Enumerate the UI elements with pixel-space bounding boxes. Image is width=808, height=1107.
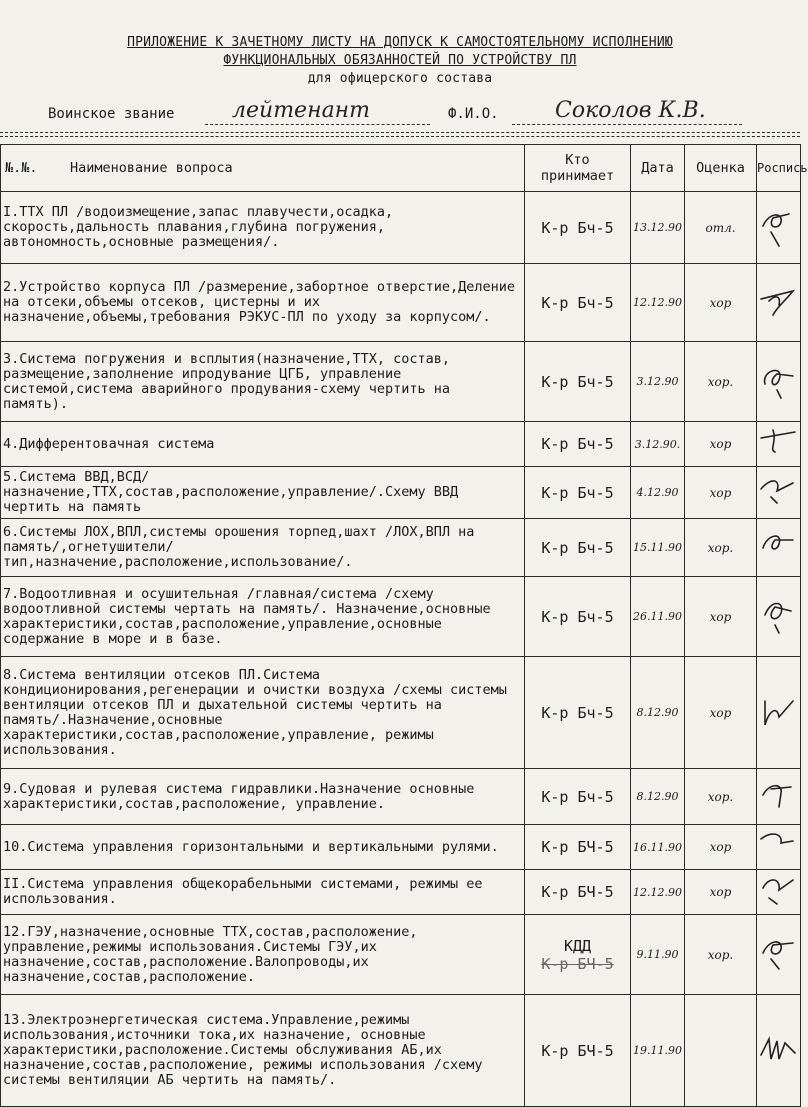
title-line-3: для офицерского состава: [307, 71, 493, 86]
date-cell: 13.12.90: [631, 192, 685, 264]
question-cell: [1, 264, 525, 342]
signature-cell: [757, 422, 801, 467]
question-number: 9.: [3, 780, 20, 797]
header-sign: Роспись: [757, 145, 801, 192]
signature-cell: [757, 342, 801, 422]
table-row: [1, 342, 801, 422]
examiner: К-р БЧ-5: [541, 883, 614, 901]
question-cell: [1, 870, 525, 915]
signature-cell: [757, 264, 801, 342]
table-row: [1, 519, 801, 577]
table-row: [1, 825, 801, 870]
table-body: [1, 192, 801, 1107]
header-grade: Оценка: [685, 145, 757, 192]
document-title: [0, 34, 800, 88]
examiner-cell: [525, 577, 631, 657]
signature-cell: [757, 995, 801, 1107]
table-row: [1, 769, 801, 825]
rank-label: Воинское звание: [48, 106, 175, 122]
question-number: 12.: [3, 923, 28, 940]
header-who: Кто принимает: [525, 145, 631, 192]
examiner-secondary: К-р БЧ-5: [541, 954, 614, 973]
signature-mark: [759, 933, 799, 973]
examiner-cell: [525, 467, 631, 519]
question-cell: [1, 769, 525, 825]
date-cell: 3.12.90.: [631, 422, 685, 467]
examiner: К-р Бч-5: [541, 435, 614, 453]
question-number: 13.: [3, 1012, 28, 1028]
question-cell: [1, 422, 525, 467]
question-text: Система управления общекорабельными системами, режимы ее использования.: [3, 876, 483, 907]
question-cell: [1, 519, 525, 577]
question-text: Дифферентовачная система: [19, 435, 215, 452]
examiner: К-р Бч-5: [541, 787, 614, 806]
questions-table: [0, 144, 808, 1107]
question-cell: [1, 577, 525, 657]
examiner-cell: [525, 657, 631, 769]
table-row: [1, 467, 801, 519]
separator-line: [0, 132, 800, 133]
table-header-row: [1, 145, 801, 192]
grade-cell: хор.: [685, 769, 757, 825]
signature-mark: [759, 360, 799, 400]
question-cell: [1, 915, 525, 995]
fio-value: Соколов К.В.: [555, 98, 706, 123]
date-cell: 4.12.90: [631, 467, 685, 519]
examiner: КДД: [563, 936, 592, 955]
signature-cell: [757, 519, 801, 577]
header-num: №.№.: [5, 160, 38, 176]
table-row: [1, 657, 801, 769]
examiner-cell: [525, 422, 631, 467]
signature-cell: [757, 192, 801, 264]
date-cell: 19.11.90: [631, 995, 685, 1107]
date-cell: 8.12.90: [631, 769, 685, 825]
signature-mark: [759, 825, 799, 865]
examiner: К-р Бч-5: [541, 703, 614, 722]
signature-mark: [759, 471, 799, 511]
signature-mark: [759, 775, 799, 815]
question-cell: [1, 192, 525, 264]
grade-cell: хор: [685, 657, 757, 769]
grade-cell: отл.: [685, 192, 757, 264]
examiner: К-р Бч-5: [541, 607, 614, 626]
question-cell: [1, 825, 525, 870]
question-cell: [1, 657, 525, 769]
header-question: [1, 145, 525, 192]
date-cell: 3.12.90: [631, 342, 685, 422]
header-date: Дата: [631, 145, 685, 192]
signature-cell: [757, 769, 801, 825]
date-cell: 16.11.90: [631, 825, 685, 870]
table-row: [1, 870, 801, 915]
signature-mark: [759, 422, 799, 462]
rank-underline: [205, 124, 430, 125]
examiner: К-р БЧ-5: [541, 1041, 614, 1060]
grade-cell: хор.: [685, 915, 757, 995]
date-cell: 12.12.90: [631, 264, 685, 342]
examiner-cell: [525, 915, 631, 995]
question-number: 6.: [3, 524, 20, 540]
table-row: [1, 264, 801, 342]
examiner: К-р Бч-5: [541, 483, 614, 502]
grade-cell: хор: [685, 870, 757, 915]
question-cell: [1, 342, 525, 422]
fio-label: Ф.И.О.: [448, 106, 499, 122]
examiner-cell: [525, 870, 631, 915]
question-text: Системы ЛОХ,ВПЛ,системы орошения торпед,шахт /ЛОХ,ВПЛ на память/,огнетушители/тип,назначение,расположение,использование/.: [3, 524, 475, 570]
question-number: 8.: [3, 666, 20, 683]
examiner: К-р Бч-5: [541, 293, 614, 312]
header-question-label: Наименование вопроса: [70, 160, 233, 176]
title-line-1: ПРИЛОЖЕНИЕ К ЗАЧЕТНОМУ ЛИСТУ НА ДОПУСК К САМОСТОЯТЕЛЬНОМУ ИСПОЛНЕНИЮ: [127, 35, 673, 50]
examiner: К-р Бч-5: [541, 218, 614, 237]
examiner-cell: [525, 519, 631, 577]
question-text: Система вентиляции отсеков ПЛ.Система кондиционирования,регенерации и очистки воздуха /схемы системы вентиляции отсеков ПЛ и дыхательной системы чертить на память/.Назначение,основные характеристики,состав,расположение,управление, режимы использования.: [3, 666, 507, 758]
question-cell: [1, 467, 525, 519]
question-number: 3.: [3, 350, 20, 367]
examiner-cell: [525, 192, 631, 264]
question-text: Система погружения и всплытия(назначение,ТТХ, состав, размещение,заполнение ипродувание ЦГБ, управление системой,система аварийного продувания-схему чертить на память).: [3, 350, 451, 412]
date-cell: 9.11.90: [631, 915, 685, 995]
grade-cell: хор.: [685, 519, 757, 577]
signature-mark: [759, 526, 799, 566]
examiner-cell: [525, 825, 631, 870]
table-row: [1, 577, 801, 657]
grade-cell: хор: [685, 825, 757, 870]
question-text: Электроэнергетическая система.Управление,режимы использования,источники тока,их назначение, основные характеристики,расположение.Системы обслуживания АБ,их назначение,состав,расположение, режимы использования /схему системы вентиляции АБ чертить на память/.: [3, 1012, 483, 1088]
signature-mark: [759, 1029, 799, 1069]
grade-cell: хор.: [685, 342, 757, 422]
question-number: II.: [3, 876, 28, 892]
examiner: К-р БЧ-5: [541, 838, 614, 856]
signature-cell: [757, 870, 801, 915]
question-number: 4.: [3, 435, 20, 452]
question-number: 7.: [3, 585, 20, 602]
signature-cell: [757, 915, 801, 995]
date-cell: 8.12.90: [631, 657, 685, 769]
question-text: Водоотливная и осушительная /главная/система /схему водоотливной системы чертать на память/. Назначение,основные характеристики,состав,расположение,управление,основные содержание в море и в базе.: [3, 585, 491, 647]
question-number: 10.: [3, 838, 28, 855]
rank-value: лейтенант: [232, 98, 371, 123]
question-cell: [1, 995, 525, 1107]
table-row: [1, 192, 801, 264]
question-text: Судовая и рулевая система гидравлики.Назначение основные характеристики,состав,расположение, управление.: [3, 780, 475, 812]
question-text: ГЭУ,назначение,основные ТТХ,состав,расположение, управление,режимы использования.Системы ГЭУ,их назначение,состав,расположение.Валопроводы,их назначение,состав,расположение.: [3, 923, 418, 985]
signature-cell: [757, 657, 801, 769]
grade-cell: хор: [685, 422, 757, 467]
identity-line: [0, 100, 800, 134]
signature-cell: [757, 467, 801, 519]
signature-mark: [759, 595, 799, 635]
question-text: Устройство корпуса ПЛ /размерение,забортное отверстие,Деление на отсеки,объемы отсеков, цистерны и их назначение,объемы,требования РЭКУС-ПЛ по уходу за корпусом/.: [3, 279, 516, 325]
examiner-cell: [525, 342, 631, 422]
grade-cell: хор: [685, 577, 757, 657]
signature-mark: [759, 206, 799, 246]
signature-mark: [759, 870, 799, 910]
table-row: [1, 915, 801, 995]
table-row: [1, 422, 801, 467]
grade-cell: [685, 995, 757, 1107]
examiner-cell: [525, 769, 631, 825]
grade-cell: хор: [685, 264, 757, 342]
question-text: Система ВВД,ВСД/назначение,ТТХ,состав,расположение,управление/.Схему ВВД чертить на память: [3, 469, 459, 515]
title-line-2: ФУНКЦИОНАЛЬНЫХ ОБЯЗАННОСТЕЙ ПО УСТРОЙСТВУ ПЛ: [223, 53, 577, 68]
date-cell: 12.12.90: [631, 870, 685, 915]
fio-underline: [512, 124, 742, 125]
examiner: К-р Бч-5: [541, 372, 614, 391]
question-number: 2.: [3, 279, 20, 295]
question-text: Система управления горизонтальными и вертикальными рулями.: [27, 838, 499, 855]
date-cell: 15.11.90: [631, 519, 685, 577]
grade-cell: хор: [685, 467, 757, 519]
examiner-cell: [525, 264, 631, 342]
signature-mark: [759, 691, 799, 731]
date-cell: 26.11.90: [631, 577, 685, 657]
examiner-cell: [525, 995, 631, 1107]
signature-mark: [759, 281, 799, 321]
table-row: [1, 995, 801, 1107]
question-number: 5.: [3, 469, 20, 485]
question-text: ТТХ ПЛ /водоизмещение,запас плавучести,осадка, скорость,дальность плавания,глубина погружения, автономность,основные размещения/.: [3, 204, 394, 250]
examiner: К-р Бч-5: [541, 538, 614, 557]
signature-cell: [757, 825, 801, 870]
question-number: I.: [3, 204, 20, 220]
signature-cell: [757, 577, 801, 657]
